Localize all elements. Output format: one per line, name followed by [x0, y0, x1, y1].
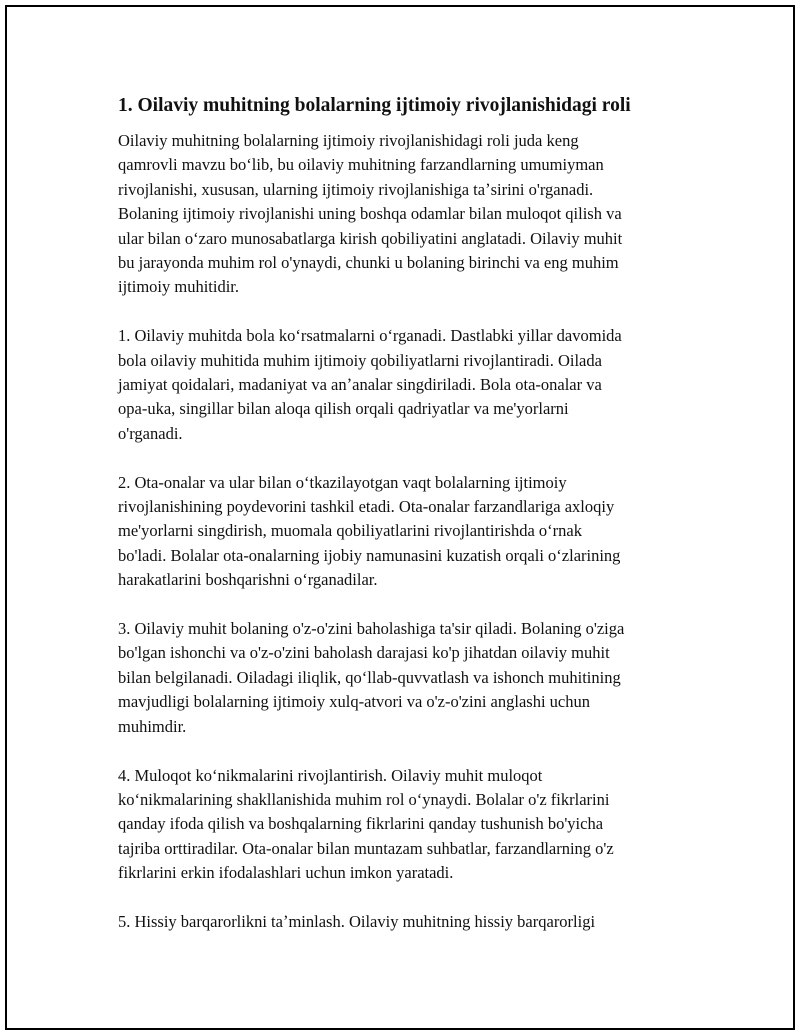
- paragraph-line: 1. Oilaviy muhitda bola koʻrsatmalarni oʻrganadi. Dastlabki yillar davomida: [118, 326, 622, 346]
- paragraph-line: bu jarayonda muhim rol o'ynaydi, chunki u bolaning birinchi va eng muhim: [118, 253, 619, 273]
- document-body: [118, 93, 698, 959]
- paragraph-line: muhimdir.: [118, 716, 187, 736]
- paragraph-line: koʻnikmalarining shakllanishida muhim rol oʻynaydi. Bolalar o'z fikrlarini: [118, 789, 610, 809]
- paragraph-line: bilan belgilanadi. Oiladagi iliqlik, qoʻllab-quvvatlash va ishonch muhitining: [118, 667, 621, 687]
- paragraph-line: jamiyat qoidalari, madaniyat va anʼanalar singdiriladi. Bola ota-onalar va: [118, 375, 602, 395]
- paragraph-line: qamrovli mavzu boʻlib, bu oilaviy muhitning farzandlarning umumiyman: [118, 155, 604, 175]
- section-heading: 1. Oilaviy muhitning bolalarning ijtimoiy rivojlanishidagi roli: [118, 95, 631, 116]
- paragraph-line: 4. Muloqot koʻnikmalarini rivojlantirish. Oilaviy muhit muloqot: [118, 765, 543, 785]
- paragraph-line: bo'lgan ishonchi va o'z-o'zini baholash darajasi ko'p jihatdan oilaviy muhit: [118, 643, 610, 663]
- paragraph-line: harakatlarini boshqarishni oʻrganadilar.: [118, 570, 378, 590]
- paragraph-line: ijtimoiy muhitidir.: [118, 277, 240, 297]
- paragraph-line: Oilaviy muhitning bolalarning ijtimoiy rivojlanishidagi roli juda keng: [118, 131, 579, 150]
- paragraph-intro: [118, 129, 698, 300]
- paragraph-line: o'rganadi.: [118, 423, 183, 443]
- paragraph-line: me'yorlarni singdirish, muomala qobiliyatlarini rivojlantirishda oʻrnak: [118, 521, 582, 541]
- paragraph-line: rivojlanishi, xususan, ularning ijtimoiy rivojlanishiga taʼsirini o'rganadi.: [118, 179, 594, 199]
- paragraph-line: Bolaning ijtimoiy rivojlanishi uning boshqa odamlar bilan muloqot qilish va: [118, 204, 622, 224]
- paragraph-line: tajriba orttiradilar. Ota-onalar bilan muntazam suhbatlar, farzandlarning o'z: [118, 838, 614, 858]
- paragraph-line: 5. Hissiy barqarorlikni taʼminlash. Oilaviy muhitning hissiy barqarorligi: [118, 911, 596, 931]
- paragraph-line: mavjudligi bolalarning ijtimoiy xulq-atvori va o'z-o'zini anglashi uchun: [118, 692, 590, 712]
- paragraph-line: rivojlanishining poydevorini tashkil etadi. Ota-onalar farzandlariga axloqiy: [118, 497, 615, 517]
- paragraph-line: ular bilan oʻzaro munosabatlarga kirish qobiliyatini anglatadi. Oilaviy muhit: [118, 228, 623, 248]
- paragraph-point-5: [118, 910, 698, 934]
- paragraph-line: opa-uka, singillar bilan aloqa qilish orqali qadriyatlar va me'yorlarni: [118, 399, 569, 419]
- paragraph-line: bola oilaviy muhitida muhim ijtimoiy qobiliyatlarni rivojlantiradi. Oilada: [118, 350, 602, 370]
- paragraph-point-3: [118, 617, 698, 739]
- paragraph-point-4: [118, 764, 698, 886]
- paragraph-line: fikrlarini erkin ifodalashlari uchun imkon yaratadi.: [118, 863, 454, 883]
- document-page: [5, 5, 795, 1030]
- paragraph-point-2: [118, 471, 698, 593]
- paragraph-line: 2. Ota-onalar va ular bilan oʻtkazilayotgan vaqt bolalarning ijtimoiy: [118, 472, 567, 492]
- paragraph-line: 3. Oilaviy muhit bolaning o'z-o'zini baholashiga ta'sir qiladi. Bolaning o'ziga: [118, 619, 625, 639]
- paragraph-point-1: [118, 324, 698, 446]
- paragraph-line: bo'ladi. Bolalar ota-onalarning ijobiy namunasini kuzatish orqali oʻzlarining: [118, 545, 621, 565]
- paragraph-line: qanday ifoda qilish va boshqalarning fikrlarini qanday tushunish bo'yicha: [118, 814, 604, 834]
